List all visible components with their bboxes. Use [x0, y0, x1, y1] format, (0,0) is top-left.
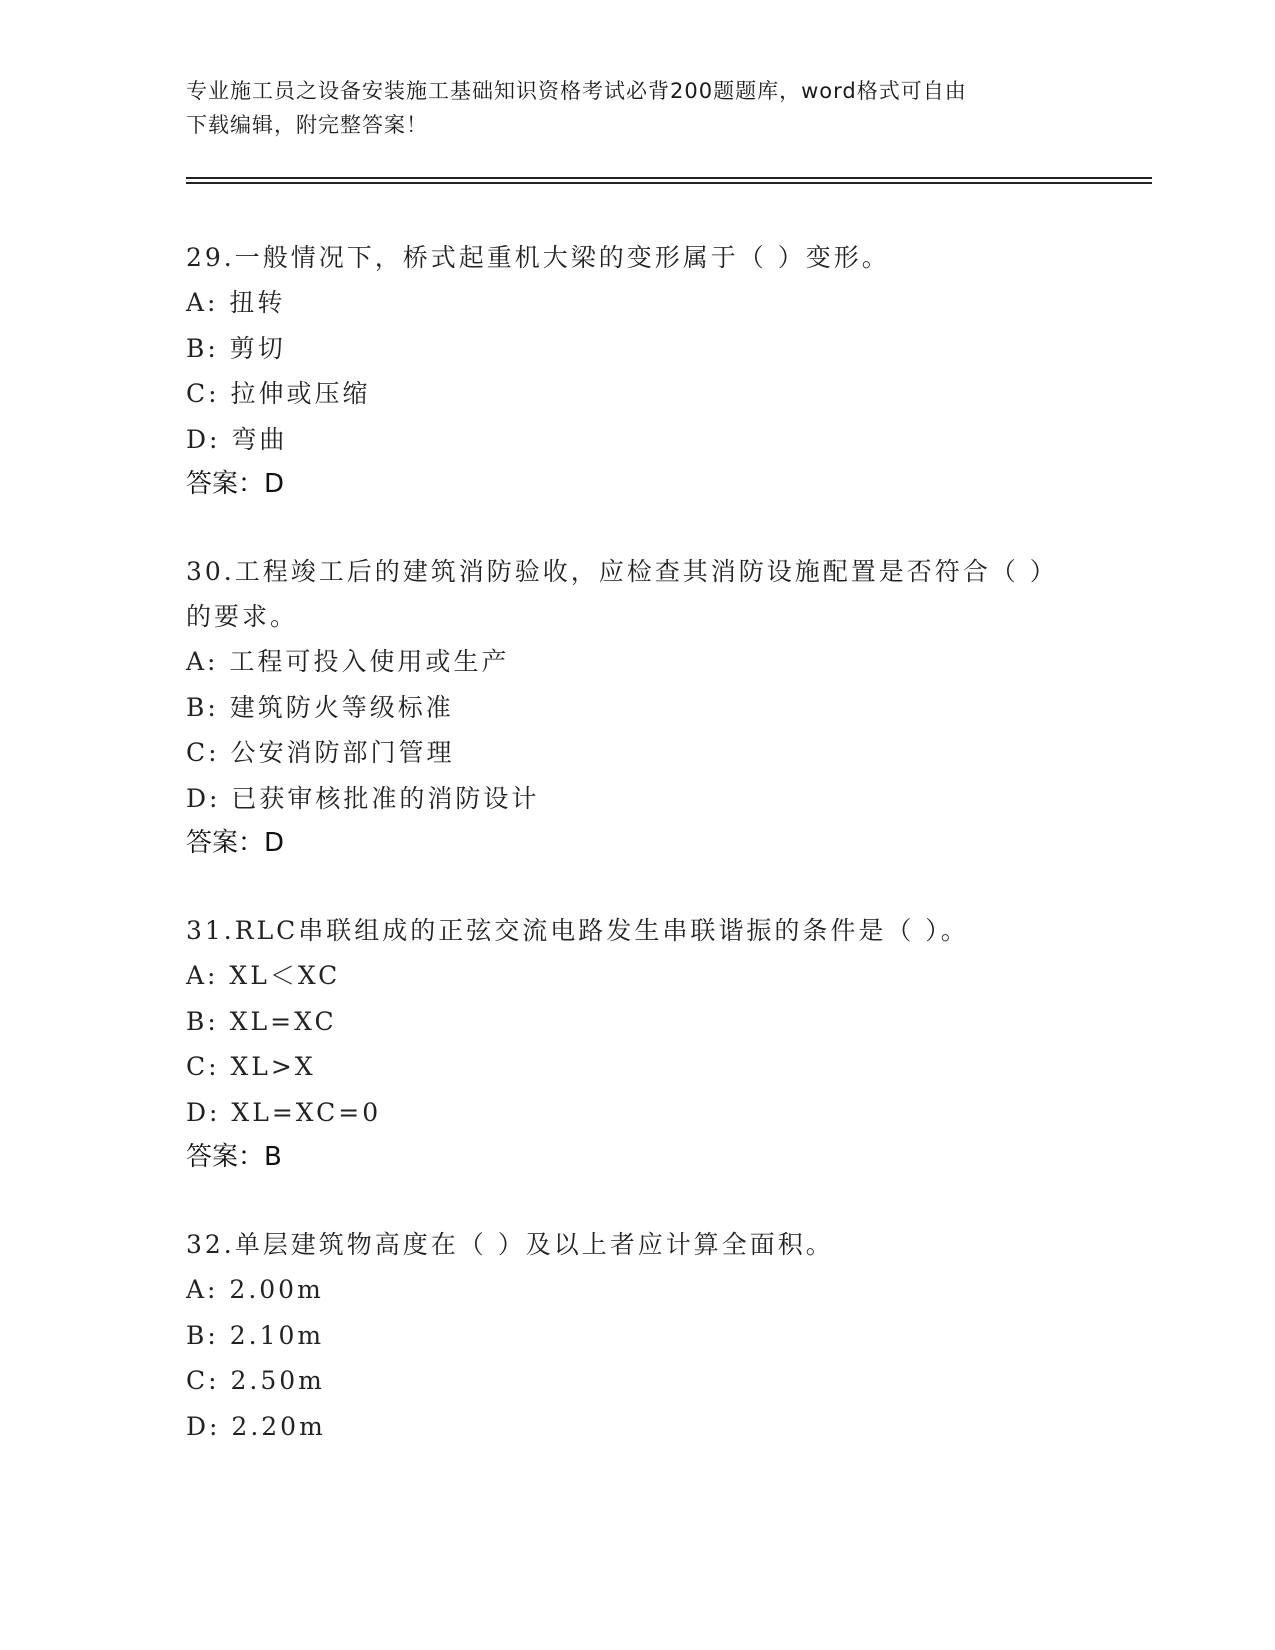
option-b: B: XL=XC	[186, 1006, 337, 1036]
header-line-2: 下载编辑，附完整答案！	[186, 113, 428, 137]
header-divider-top	[186, 177, 1152, 179]
document-header	[186, 74, 1086, 142]
header-divider-bottom	[186, 182, 1152, 184]
option-c: C: 拉伸或压缩	[186, 379, 371, 408]
answer: 答案：B	[186, 1142, 282, 1172]
question-30	[186, 549, 1066, 866]
option-b: B: 剪切	[186, 333, 286, 363]
option-c: C: XL>X	[186, 1052, 316, 1081]
answer: 答案：D	[186, 469, 285, 499]
question-stem: 31.RLC串联组成的正弦交流电路发生串联谐振的条件是（ ）。	[186, 916, 969, 945]
option-a: A: 2.00m	[186, 1275, 324, 1304]
header-line-1: 专业施工员之设备安装施工基础知识资格考试必背200题题库，word格式可自由	[186, 79, 967, 103]
question-31	[186, 908, 1066, 1180]
question-32	[186, 1222, 1066, 1449]
option-c: C: 2.50m	[186, 1366, 325, 1395]
option-c: C: 公安消防部门管理	[186, 738, 455, 767]
question-list	[186, 235, 1066, 1491]
option-a: A: 工程可投入使用或生产	[186, 647, 510, 676]
question-stem: 29.一般情况下，桥式起重机大梁的变形属于（ ）变形。	[186, 243, 890, 272]
option-d: D: 2.20m	[186, 1411, 326, 1441]
option-a: A: XL＜XC	[186, 961, 341, 990]
option-b: B: 建筑防火等级标准	[186, 692, 454, 722]
question-29	[186, 235, 1066, 507]
question-stem: 32.单层建筑物高度在（ ）及以上者应计算全面积。	[186, 1230, 834, 1259]
answer: 答案：D	[186, 828, 285, 858]
question-stem: 30.工程竣工后的建筑消防验收，应检查其消防设施配置是否符合（ ）的要求。	[186, 557, 1058, 631]
option-d: D: XL=XC=0	[186, 1097, 382, 1127]
option-b: B: 2.10m	[186, 1320, 325, 1350]
option-d: D: 已获审核批准的消防设计	[186, 783, 540, 813]
option-d: D: 弯曲	[186, 424, 288, 454]
option-a: A: 扭转	[186, 288, 286, 317]
